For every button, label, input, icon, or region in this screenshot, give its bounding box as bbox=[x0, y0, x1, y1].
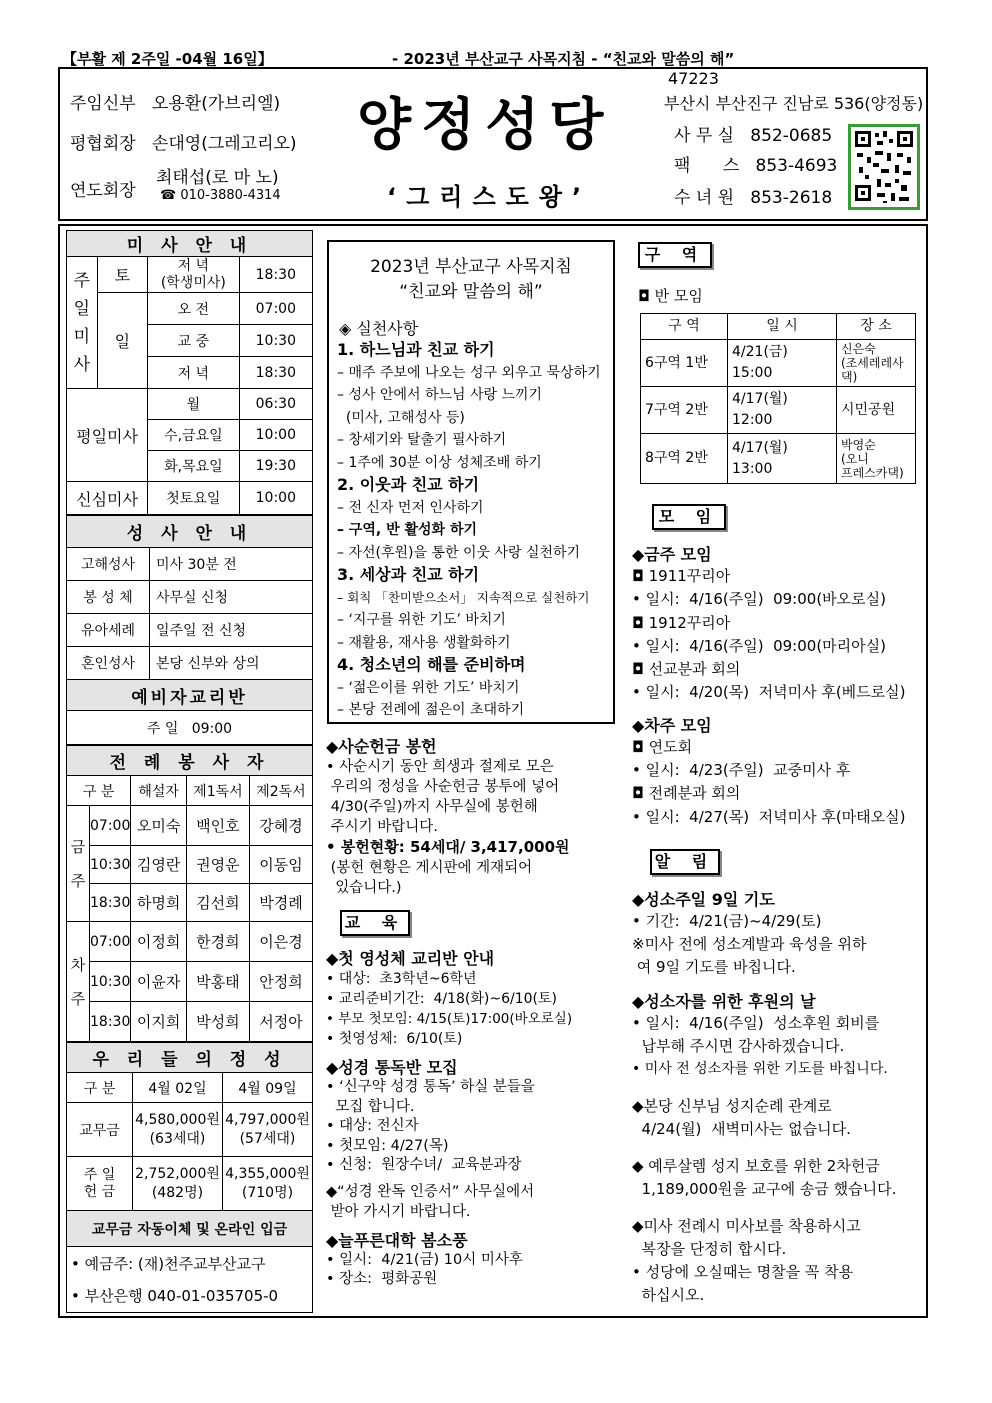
servers-header: 제1독서 bbox=[186, 776, 249, 806]
guideline-box bbox=[327, 240, 615, 724]
server-name: 안정희 bbox=[249, 962, 312, 1002]
district-cell: 7구역 2반 bbox=[641, 387, 728, 434]
first-communion-line: • 부모 첫모임: 4/15(토)17:00(바오로실) bbox=[326, 1011, 573, 1027]
server-name: 이지희 bbox=[131, 1002, 187, 1042]
offering-row-label: 교무금 bbox=[67, 1103, 133, 1157]
spring-line: • 장소: 평화공원 bbox=[326, 1271, 438, 1287]
fax-number: 853-4693 bbox=[755, 156, 838, 176]
offering-title: 우 리 들 의 정 성 bbox=[67, 1043, 313, 1073]
lent-line: • 사순시기 동안 희생과 절제로 모은 bbox=[326, 759, 554, 775]
weekday-time: 06:30 bbox=[239, 389, 312, 420]
district-cell: 신은숙 (조세레레사댁) bbox=[837, 340, 916, 387]
meeting-line: • 일시: 4/16(주일) 09:00(바오로실) bbox=[632, 590, 886, 609]
guideline-heading: 2. 이웃과 친교 하기 bbox=[337, 475, 480, 494]
notice-line: • 일시: 4/16(주일) 성소후원 회비를 bbox=[632, 1013, 880, 1032]
zip-code: 47223 bbox=[668, 69, 719, 88]
catechumen-time: 주 일 09:00 bbox=[67, 711, 313, 745]
server-name: 박홍태 bbox=[186, 962, 249, 1002]
vocation-support-title: ◆성소자를 위한 후원의 날 bbox=[632, 991, 816, 1011]
guideline-bullet: – 자선(후원)을 통한 이웃 사랑 실천하기 bbox=[337, 544, 581, 561]
guideline-bullet: – 전 신자 먼저 인사하기 bbox=[337, 499, 484, 516]
first-communion-line: • 첫영성체: 6/10(토) bbox=[326, 1031, 463, 1047]
sacrament-key: 고해성사 bbox=[67, 548, 150, 581]
meeting-line: • 일시: 4/27(목) 저녁미사 후(마태오실) bbox=[632, 807, 906, 826]
mass-table bbox=[66, 230, 313, 515]
meeting-line: • 일시: 4/20(목) 저녁미사 후(베드로실) bbox=[632, 683, 906, 702]
server-time: 07:00 bbox=[90, 806, 131, 846]
meeting-line: ◘ 전례분과 회의 bbox=[632, 784, 741, 803]
sunday-mass-text: 주일미사 bbox=[73, 270, 91, 375]
catechumen-title: 예비자교리반 bbox=[67, 680, 313, 711]
guideline-bullet: – 본당 전례에 젊은이 초대하기 bbox=[337, 702, 525, 718]
certificate-line: 받아 가시기 바랍니다. bbox=[326, 1203, 471, 1220]
vocation-prayer-title: ◆성소주일 9일 기도 bbox=[632, 889, 775, 909]
guideline-bullet: – ‘지구를 위한 기도’ 바치기 bbox=[337, 612, 506, 628]
guideline-bullet: – 1주에 30분 이상 성체조배 하기 bbox=[337, 454, 542, 471]
this-week-text: 금주 bbox=[70, 837, 86, 890]
notice-line: 복장을 단정히 합시다. bbox=[632, 1239, 787, 1258]
servers-header: 구 분 bbox=[67, 776, 131, 806]
group-meeting-label: ◘ 반 모임 bbox=[638, 287, 703, 305]
bible-line: • ‘신구약 성경 통독’ 하실 분들을 bbox=[326, 1079, 535, 1095]
account-info bbox=[67, 1247, 313, 1313]
guideline-bullet: – 성사 안에서 하느님 사랑 느끼기 bbox=[337, 387, 543, 403]
lent-line: 4/30(주일)까지 사무실에 봉헌해 bbox=[326, 799, 538, 815]
server-name: 이윤자 bbox=[131, 962, 187, 1002]
offering-header: 구 분 bbox=[67, 1073, 133, 1103]
server-name: 백인호 bbox=[186, 806, 249, 846]
practice-label: ◈ 실천사항 bbox=[339, 319, 419, 338]
first-sat-time: 10:00 bbox=[239, 482, 312, 515]
meeting-line: ◘ 1911꾸리아 bbox=[632, 567, 731, 585]
district-header: 구 역 bbox=[641, 314, 728, 340]
mass-row-time: 18:30 bbox=[239, 357, 312, 389]
meeting-line: ◘ 연도회 bbox=[632, 737, 693, 756]
address: 부산시 부산진구 진남로 536(양정동) bbox=[664, 94, 924, 113]
meeting-line: ◘ 1912꾸리아 bbox=[632, 613, 731, 632]
auto-transfer-title: 교무금 자동이체 및 온라인 입금 bbox=[67, 1211, 313, 1247]
elder-phone: ☎ 010-3880-4314 bbox=[160, 188, 281, 203]
district-header: 장 소 bbox=[837, 314, 916, 340]
guideline-bullet: – 회칙 「찬미받으소서」 지속적으로 실천하기 bbox=[337, 589, 590, 605]
next-week-meetings-title: ◆차주 모임 bbox=[632, 715, 712, 735]
bible-reading-title: ◆성경 통독반 모집 bbox=[326, 1058, 458, 1077]
guideline-heading: 3. 세상과 친교 하기 bbox=[337, 565, 480, 584]
sacrament-key: 혼인성사 bbox=[67, 647, 150, 680]
weekday-day: 수,금요일 bbox=[148, 420, 240, 451]
server-time: 18:30 bbox=[90, 884, 131, 922]
weekday-day: 화,목요일 bbox=[148, 451, 240, 482]
lent-offering-title: ◆사순헌금 봉헌 bbox=[326, 737, 437, 756]
weekday-time: 10:00 bbox=[239, 420, 312, 451]
bible-line: 모집 합니다. bbox=[326, 1098, 415, 1115]
servers-table bbox=[66, 745, 313, 1042]
district-cell: 시민공원 bbox=[837, 387, 916, 434]
district-tag: 구 역 bbox=[638, 242, 712, 268]
mass-title: 미 사 안 내 bbox=[67, 231, 313, 257]
this-week-meetings-title: ◆금주 모임 bbox=[632, 545, 712, 564]
guideline-subtitle: “친교와 말씀의 해” bbox=[399, 282, 543, 302]
guideline-bullet: – ‘젊은이를 위한 기도’ 바치기 bbox=[337, 679, 520, 696]
meeting-tag: 모 임 bbox=[652, 504, 726, 530]
church-name: 양정성당 bbox=[357, 92, 614, 158]
pastor-row bbox=[70, 89, 280, 114]
office-row bbox=[674, 121, 832, 146]
server-time: 10:30 bbox=[90, 962, 131, 1002]
lent-line: 주시기 바랍니다. bbox=[326, 819, 438, 835]
notice-line: 하십시오. bbox=[632, 1285, 705, 1304]
pastor-label: 주임신부 bbox=[70, 94, 136, 114]
district-cell: 4/17(월) 13:00 bbox=[728, 434, 837, 484]
mass-row-time: 18:30 bbox=[239, 257, 312, 293]
offering-value: 4,580,000원 (63세대) bbox=[133, 1103, 223, 1157]
sacrament-table bbox=[66, 515, 313, 745]
offering-header: 4월 02일 bbox=[133, 1073, 223, 1103]
left-column bbox=[66, 230, 313, 1313]
notice-line: ◆미사 전례시 미사보를 착용하시고 bbox=[632, 1216, 861, 1235]
mass-row-time: 07:00 bbox=[239, 293, 312, 325]
convent-label: 수 녀 원 bbox=[674, 188, 735, 208]
guideline-bullet: – 창세기와 탈출기 필사하기 bbox=[337, 432, 507, 448]
header-box bbox=[58, 67, 928, 221]
lent-status-note: 있습니다.) bbox=[326, 880, 402, 896]
weekday-mass-label: 평일미사 bbox=[67, 389, 148, 482]
first-communion-line: • 대상: 초3학년~6학년 bbox=[326, 971, 477, 987]
mass-row-day: 오 전 bbox=[148, 293, 240, 325]
servers-title: 전 례 봉 사 자 bbox=[67, 746, 313, 776]
district-cell: 4/17(월) 12:00 bbox=[728, 387, 837, 434]
server-name: 강혜경 bbox=[249, 806, 312, 846]
issue-date: 【부활 제 2주일 -04월 16일】 bbox=[62, 50, 273, 68]
servers-header: 제2독서 bbox=[249, 776, 312, 806]
elder-label: 연도회장 bbox=[70, 181, 136, 201]
offering-value: 4,355,000원 (710명) bbox=[223, 1157, 313, 1211]
mass-row-day: 저 녁 bbox=[148, 357, 240, 389]
notice-line: ◆본당 신부님 성지순례 관계로 bbox=[632, 1096, 832, 1115]
server-name: 한경희 bbox=[186, 922, 249, 962]
pastor-name: 오용환(가브리엘) bbox=[151, 94, 281, 114]
next-week-label bbox=[67, 922, 90, 1042]
server-name: 이동임 bbox=[249, 846, 312, 884]
guideline-heading: 4. 청소년의 해를 준비하며 bbox=[337, 655, 526, 674]
sacrament-value: 본당 신부와 상의 bbox=[150, 647, 313, 680]
guideline-bullet: – 구역, 반 활성화 하기 bbox=[337, 522, 478, 538]
office-label: 사 무 실 bbox=[674, 126, 735, 146]
right-column bbox=[632, 242, 918, 1307]
meeting-line: ◘ 선교분과 회의 bbox=[632, 660, 741, 679]
top-line bbox=[62, 48, 924, 69]
mass-row-time: 10:30 bbox=[239, 325, 312, 357]
church-subtitle: ‘그리스도왕’ bbox=[387, 183, 592, 211]
server-name: 오미숙 bbox=[131, 806, 187, 846]
server-name: 박경례 bbox=[249, 884, 312, 922]
first-sat-day: 첫토요일 bbox=[148, 482, 240, 515]
certificate-line: ◆“성경 완독 인증서” 사무실에서 bbox=[326, 1183, 535, 1200]
saturday-label: 토 bbox=[97, 257, 147, 293]
bible-line: • 신청: 원장수녀/ 교육분과장 bbox=[326, 1157, 522, 1173]
weekday-time: 19:30 bbox=[239, 451, 312, 482]
bible-line: • 대상: 전신자 bbox=[326, 1118, 419, 1134]
server-name: 박성희 bbox=[186, 1002, 249, 1042]
first-sat-label: 신심미사 bbox=[67, 482, 148, 515]
next-week-text: 차주 bbox=[70, 955, 86, 1008]
notice-line: ◆ 예루살렘 성지 보호를 위한 2차헌금 bbox=[632, 1156, 880, 1175]
server-name: 김선희 bbox=[186, 884, 249, 922]
sacrament-key: 봉 성 체 bbox=[67, 581, 150, 614]
depositor: • 예금주: (재)천주교부산교구 bbox=[71, 1254, 266, 1273]
office-phone: 852-0685 bbox=[750, 126, 833, 146]
mass-row-day: 교 중 bbox=[148, 325, 240, 357]
server-time: 18:30 bbox=[90, 1002, 131, 1042]
lent-status: • 봉헌현황: 54세대/ 3,417,000원 bbox=[326, 838, 570, 856]
district-cell: 6구역 1반 bbox=[641, 340, 728, 387]
mass-row-day: 저 녁 (학생미사) bbox=[148, 257, 240, 293]
qr-code-icon[interactable] bbox=[848, 124, 920, 210]
lent-status-note: (봉헌 현황은 게시판에 게재되어 bbox=[326, 860, 533, 876]
council-row bbox=[70, 129, 297, 154]
guideline-bullet: – 매주 주보에 나오는 성구 외우고 묵상하기 bbox=[337, 364, 601, 381]
bank-account: • 부산은행 040-01-035705-0 bbox=[71, 1286, 279, 1305]
offering-header: 4월 09일 bbox=[223, 1073, 313, 1103]
meeting-line: • 일시: 4/16(주일) 09:00(마리아실) bbox=[632, 636, 886, 655]
meeting-line: • 일시: 4/23(주일) 교중미사 후 bbox=[632, 761, 851, 780]
offering-value: 2,752,000원 (482명) bbox=[133, 1157, 223, 1211]
middle-lower bbox=[326, 736, 616, 1290]
district-cell: 4/21(금) 15:00 bbox=[728, 340, 837, 387]
sacrament-value: 사무실 신청 bbox=[150, 581, 313, 614]
this-week-label bbox=[67, 806, 90, 922]
lent-line: 우리의 정성을 사순헌금 봉투에 넣어 bbox=[326, 779, 560, 795]
fax-row bbox=[674, 151, 837, 176]
server-name: 권영운 bbox=[186, 846, 249, 884]
offering-value: 4,797,000원 (57세대) bbox=[223, 1103, 313, 1157]
sacrament-value: 미사 30분 전 bbox=[150, 548, 313, 581]
weekday-day: 월 bbox=[148, 389, 240, 420]
district-header: 일 시 bbox=[728, 314, 837, 340]
notice-line: • 성당에 오실때는 명찰을 꼭 착용 bbox=[632, 1262, 854, 1281]
guideline-bullet: (미사, 고해성사 등) bbox=[337, 409, 465, 426]
sacrament-title: 성 사 안 내 bbox=[67, 516, 313, 548]
council-name: 손대영(그레고리오) bbox=[151, 134, 297, 154]
notice-line: 1,189,000원을 교구에 송금 했습니다. bbox=[632, 1179, 897, 1198]
server-name: 김영란 bbox=[131, 846, 187, 884]
server-name: 이은경 bbox=[249, 922, 312, 962]
notice-line: • 미사 전 성소자를 위한 기도를 바칩니다. bbox=[632, 1060, 888, 1077]
notice-line: ※미사 전에 성소계발과 육성을 위하 bbox=[632, 934, 867, 953]
diocese-motto: - 2023년 부산교구 사목지침 - “친교와 말씀의 해” bbox=[392, 50, 735, 68]
bible-line: • 첫모임: 4/27(목) bbox=[326, 1137, 449, 1154]
education-tag: 교 육 bbox=[340, 910, 410, 936]
spring-line: • 일시: 4/21(금) 10시 미사후 bbox=[326, 1251, 523, 1268]
guideline-items bbox=[337, 339, 613, 722]
notice-tag: 알 림 bbox=[650, 849, 720, 875]
notice-line: 여 9일 기도를 바칩니다. bbox=[632, 957, 796, 976]
district-cell: 8구역 2반 bbox=[641, 434, 728, 484]
server-name: 하명희 bbox=[131, 884, 187, 922]
server-time: 07:00 bbox=[90, 922, 131, 962]
notice-line: 4/24(월) 새벽미사는 없습니다. bbox=[632, 1119, 851, 1138]
notice-line: • 기간: 4/21(금)~4/29(토) bbox=[632, 911, 822, 930]
guideline-title: 2023년 부산교구 사목지침 bbox=[370, 257, 572, 277]
spring-picnic-title: ◆늘푸른대학 봄소풍 bbox=[326, 1230, 468, 1250]
convent-phone: 853-2618 bbox=[750, 188, 833, 208]
district-cell: 박영순 (오니 프레스카댁) bbox=[837, 434, 916, 484]
first-communion-title: ◆첫 영성체 교리반 안내 bbox=[326, 949, 495, 968]
fax-label: 팩 스 bbox=[674, 156, 740, 176]
sacrament-key: 유아세례 bbox=[67, 614, 150, 647]
sacrament-value: 일주일 전 신청 bbox=[150, 614, 313, 647]
sunday-mass-label bbox=[67, 257, 98, 389]
server-name: 이정희 bbox=[131, 922, 187, 962]
offering-row-label: 주 일 헌 금 bbox=[67, 1157, 133, 1211]
convent-row bbox=[674, 183, 832, 208]
guideline-bullet: – 재활용, 재사용 생활화하기 bbox=[337, 634, 511, 651]
district-table bbox=[640, 313, 916, 484]
notice-line: 납부해 주시면 감사하겠습니다. bbox=[632, 1036, 845, 1055]
server-name: 서정아 bbox=[249, 1002, 312, 1042]
sunday-label: 일 bbox=[97, 293, 147, 389]
guideline-heading: 1. 하느님과 친교 하기 bbox=[337, 340, 495, 359]
servers-header: 해설자 bbox=[131, 776, 187, 806]
first-communion-line: • 교리준비기간: 4/18(화)~6/10(토) bbox=[326, 991, 557, 1007]
server-time: 10:30 bbox=[90, 846, 131, 884]
council-label: 평협회장 bbox=[70, 134, 136, 154]
elder-name: 최태섭(로 마 노) bbox=[156, 168, 279, 188]
offering-table bbox=[66, 1042, 313, 1313]
